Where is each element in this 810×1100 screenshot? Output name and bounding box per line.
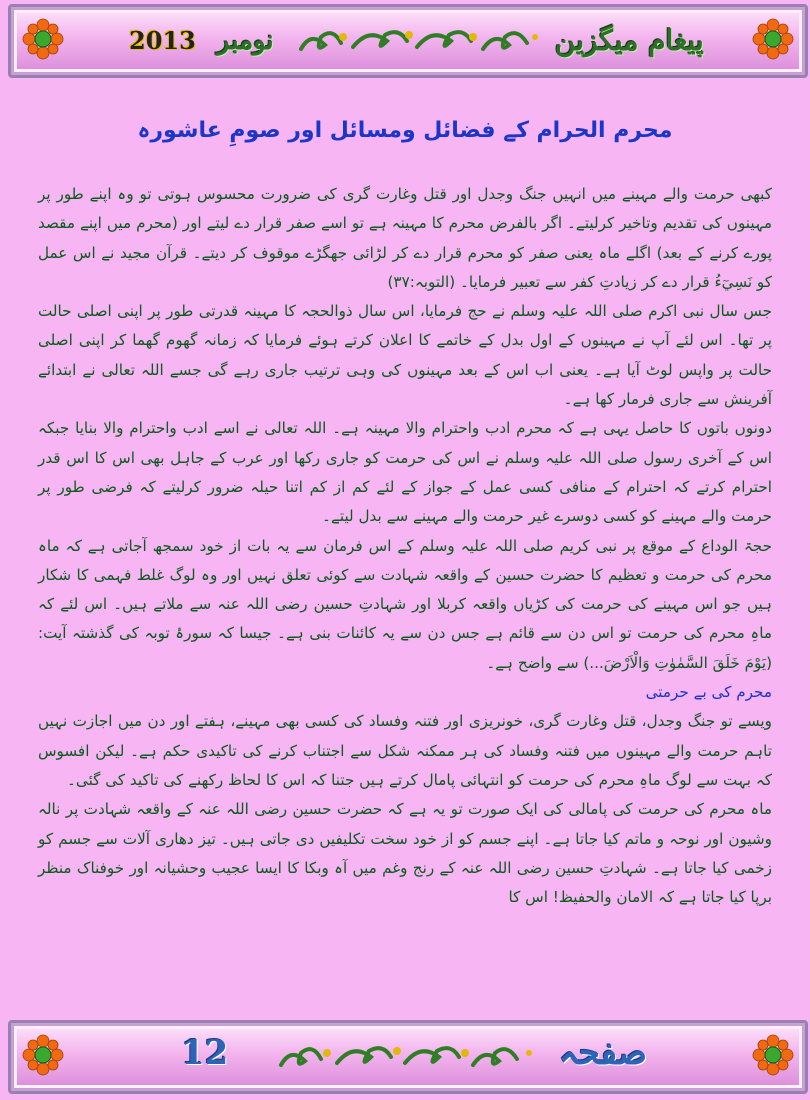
article-body <box>38 180 772 912</box>
paragraph: کبھی حرمت والے مہینے میں انہیں جنگ وجدل اور قتل وغارت گری کی ضرورت محسوس ہوتی تو وہ اپنے طور پر مہینوں کی تقدیم وتاخیر کرلیتے۔ اگر بالفرض محرم کا مہینہ ہے تو اسے صفر قرار دے لیتے اور (محرم میں اپنے مقصد پورے کرنے کے بعد) اگلے ماہ یعنی صفر کو محرم قرار دے کر لڑائی جھگڑے موقوف کر دیتے۔ قرآن مجید نے اس عمل کو نَسِيٓءُ قرار دے کر زیادتِ کفر سے تعبیر فرمایا۔ (التوبہ:۳۷) <box>38 185 772 291</box>
paragraph: جس سال نبی اکرم صلی اللہ علیہ وسلم نے حج فرمایا، اس سال ذوالحجہ کا مہینہ قدرتی طور پر اپنی اصلی حالت پر تھا۔ اس لئے آپ نے مہینوں کے اول بدل کے خاتمے کا اعلان کرتے ہوئے فرمایا کہ زمانہ گھوم گھما کر اپنی اصلی حالت پر واپس لوٹ آیا ہے۔ یعنی اب اس کے بعد مہینوں کی وہی ترتیب جاری رہے گی جسے اللہ تعالی نے ابتدائے آفرینش سے جاری فرمار کھا ہے۔ <box>38 302 772 409</box>
magazine-name: پیغام میگزین <box>555 24 704 57</box>
paragraph: ویسے تو جنگ وجدل، قتل وغارت گری، خونریزی اور فتنہ وفساد کی کسی بھی مہینے، ہفتے اور دن میں اجازت نہیں تاہم حرمت والے مہینوں میں فتنہ وفساد کی ہر ممکنہ شکل سے اجتناب کرنے کی تاکیدی حکم ہے۔ لیکن افسوس کہ بہت سے لوگ ماہِ محرم کی حرمت کو انتہائی پامال کرتے ہیں جتنا کہ اس کا لحاظ رکھنے کی تاکید کی گئی۔ <box>38 712 772 789</box>
flower-ornament-icon <box>751 17 795 61</box>
page-label: صفحہ <box>559 1033 647 1073</box>
flower-ornament-icon <box>751 1033 795 1077</box>
issue-year: 2013 <box>129 26 196 55</box>
header-banner <box>8 4 808 78</box>
flower-ornament-icon <box>21 17 65 61</box>
page-number: 12 <box>181 1033 229 1073</box>
scroll-ornament-icon <box>293 25 543 61</box>
footer-banner <box>8 1020 808 1094</box>
paragraph: ماہ محرم کی حرمت کی پامالی کی ایک صورت تو یہ ہے کہ حضرت حسین رضی اللہ عنہ کے واقعہ شہادت پر نالہ وشیون اور نوحہ و ماتم کیا جاتا ہے۔ اپنے جسم کو از خود سخت تکلیفیں دی جاتی ہیں۔ تیز دھاری آلات سے جسم کو زخمی کیا جاتا ہے۔ شہادتِ حسین رضی اللہ عنہ کے رنج وغم میں آہ وبکا کا ایسا عجیب وحشیانہ اور خوفناک منظر برپا کیا جاتا ہے کہ الامان والحفیظ! اس کا <box>38 800 772 907</box>
issue-month: نومبر <box>217 26 274 56</box>
paragraph: دونوں باتوں کا حاصل یہی ہے کہ محرم ادب واحترام والا مہینہ ہے۔ اللہ تعالی نے اسے ادب واحترام والا بنایا جبکہ اس کے آخری رسول صلی اللہ علیہ وسلم نے اس کی حرمت کو جاری رکھا اور عرب کے جاہل بھی اس کا اس قدر احترام کرتے کہ احترام کے منافی کسی عمل کے جواز کے لئے کم از کم اتنا حیلہ ضرور کرلیتے کہ فرضی طور پر حرمت والے مہینے کو کسی دوسرے غیر حرمت والے مہینے سے بدل لیتے۔ <box>38 419 772 526</box>
flower-ornament-icon <box>21 1033 65 1077</box>
paragraph: حجۃ الوداع کے موقع پر نبی کریم صلی اللہ علیہ وسلم کے اس فرمان سے یہ بات از خود سمجھ آجاتی ہے کہ ماہ محرم کی حرمت و تعظیم کا حضرت حسین کے واقعہ شہادت سے کوئی تعلق نہیں اور وہ لوگ غلط فہمی کا شکار ہیں جو اس مہینے کی حرمت کی کڑیاں واقعہ کربلا اور شہادتِ حسین رضی اللہ عنہ سے ملاتے ہیں۔ اس لئے کہ ماہِ محرم کی حرمت تو اس دن سے قائم ہے جس دن سے یہ کائنات بنی ہے۔ جیسا کہ سورۂ توبہ کی گذشتہ آیت: (یَوْمَ خَلَقَ السَّمٰوٰتِ وَالْاَرْضَ...) سے واضح ہے۔ <box>38 536 772 672</box>
section-heading: محرم کی بے حرمتی <box>645 683 772 702</box>
scroll-ornament-icon <box>273 1041 539 1077</box>
article-title: محرم الحرام کے فضائل ومسائل اور صومِ عاشورہ <box>137 118 673 143</box>
